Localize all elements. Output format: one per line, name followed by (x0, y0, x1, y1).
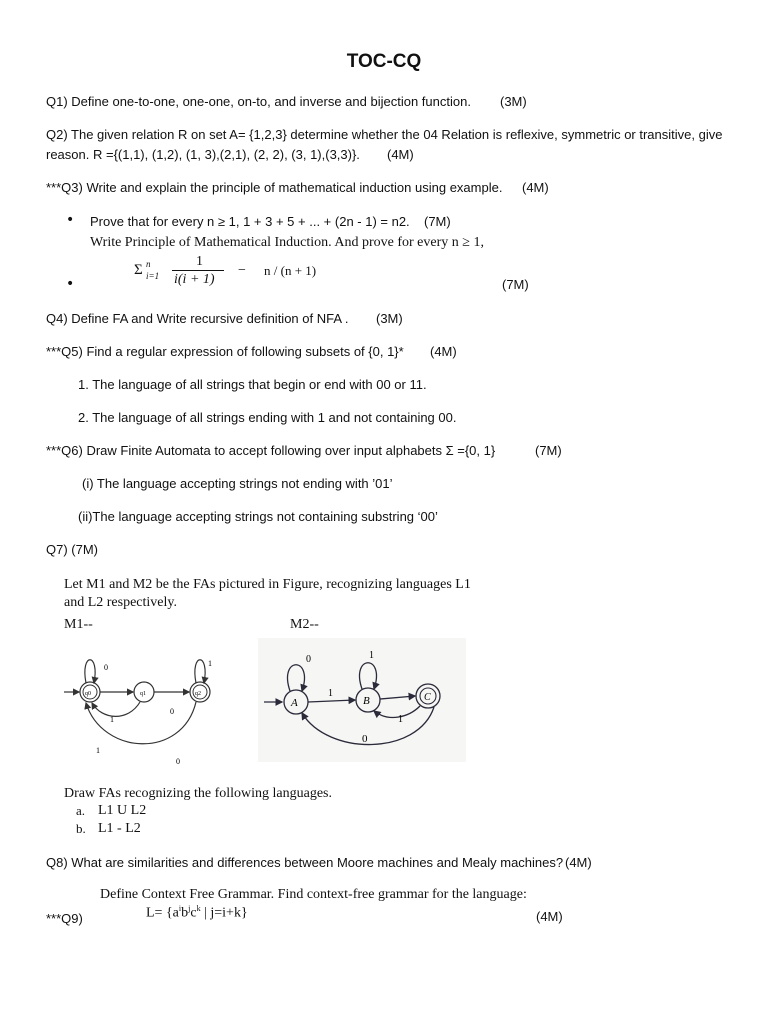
state-a-label: A (291, 697, 298, 709)
question-1-marks: (3M) (500, 94, 527, 109)
question-3: ***Q3) Write and explain the principle of mathematical induction using example. (46, 180, 503, 195)
label-q2-q0-lower: 0 (176, 757, 180, 766)
question-5: ***Q5) Find a regular expression of following subsets of {0, 1}* (46, 344, 404, 359)
formula-rhs: n / (n + 1) (264, 263, 317, 278)
minus-sign: − (238, 263, 246, 278)
state-q1-label: q1 (140, 691, 146, 697)
loop-b (360, 663, 377, 689)
question-9-label: ***Q9) (46, 911, 83, 926)
question-5-item-2: 2. The language of all strings ending with 1 and not containing 00. (78, 410, 457, 425)
edge-q1-q0 (92, 702, 140, 716)
question-7-item-b-letter: b. (76, 821, 86, 836)
label-loop-b: 1 (369, 650, 374, 661)
bullet-icon: • (66, 212, 75, 228)
sum-sub: i=1 (146, 271, 160, 281)
question-1: Q1) Define one-to-one, one-one, on-to, and inverse and bijection function. (46, 94, 471, 109)
loop-q0 (85, 660, 95, 683)
question-7: Q7) (7M) (46, 542, 98, 557)
m2-label: M2-- (290, 617, 319, 632)
question-5-marks: (4M) (430, 344, 457, 359)
state-b-label: B (363, 695, 370, 707)
symbol-c: c (190, 905, 197, 921)
sum-sup: n (146, 259, 151, 269)
question-7-draw-line: Draw FAs recognizing the following languages. (64, 786, 333, 801)
question-8-marks: (4M) (565, 855, 592, 870)
loop-q2 (195, 660, 205, 683)
question-3-bullet-2-marks: (7M) (502, 277, 529, 292)
label-c-b: 1 (398, 714, 403, 725)
question-2-line-2: reason. R ={(1,1), (1,2), (1, 3),(2,1), (2, 2), (3, 1),(3,3)}. (46, 147, 360, 162)
question-9-line-1: Define Context Free Grammar. Find context-free grammar for the language: (100, 887, 527, 902)
question-8: Q8) What are similarities and differences between Moore machines and Mealy machines? (46, 855, 564, 870)
page-title: TOC-CQ (346, 51, 422, 72)
question-3-bullet-2-line: Write Principle of Mathematical Induction. And prove for every n ≥ 1, (90, 235, 484, 250)
label-q2-q0: 1 (96, 746, 100, 755)
question-6-marks: (7M) (535, 443, 562, 458)
question-3-marks: (4M) (522, 180, 549, 195)
fraction-denominator: i(i + 1) (174, 272, 215, 287)
symbol-b: b (181, 905, 189, 921)
label-loop-q0: 0 (104, 663, 108, 672)
question-2-line-1: Q2) The given relation R on set A= {1,2,3} determine whether the 04 Relation is reflexive, symmetric or transitive, give (46, 127, 723, 142)
question-7-line-1: Let M1 and M2 be the FAs pictured in Figure, recognizing languages L1 (64, 577, 471, 592)
fraction-numerator: 1 (196, 254, 203, 269)
edge-c-b (374, 706, 420, 717)
label-q1-q2: 0 (170, 707, 174, 716)
fraction-bar (172, 270, 224, 271)
question-3-bullet-1: Prove that for every n ≥ 1, 1 + 3 + 5 + ... + (2n - 1) = n2. (90, 214, 410, 229)
question-3-bullet-1-marks: (7M) (424, 214, 451, 229)
question-5-item-1: 1. The language of all strings that begin or end with 00 or 11. (78, 377, 427, 392)
question-9-marks: (4M) (536, 909, 563, 924)
question-7-item-a-letter: a. (76, 803, 86, 818)
label-loop-q2: 1 (208, 659, 212, 668)
question-6: ***Q6) Draw Finite Automata to accept following over input alphabets Σ ={0, 1} (46, 443, 496, 458)
question-7-item-b: L1 - L2 (98, 821, 141, 836)
edge-b-c (380, 696, 415, 699)
question-7-item-a: L1 U L2 (98, 803, 147, 818)
label-a-b: 1 (328, 688, 333, 699)
m1-label: M1-- (64, 617, 93, 632)
state-q2-label: q2 (195, 691, 201, 697)
label-c-a: 0 (362, 733, 368, 745)
edge-q2-q0 (86, 702, 196, 744)
language-prefix: L= {a (146, 905, 179, 921)
question-6-item-2: (ii)The language accepting strings not containing substring ‘00’ (78, 509, 438, 524)
label-q1-q0: 1 (110, 715, 114, 724)
loop-a (288, 665, 305, 691)
exponent-k: k (196, 904, 201, 913)
question-6-item-1: (i) The language accepting strings not ending with ’01’ (82, 476, 393, 491)
question-4: Q4) Define FA and Write recursive definition of NFA . (46, 311, 349, 326)
label-loop-a: 0 (306, 654, 311, 665)
question-7-line-2: and L2 respectively. (64, 595, 177, 610)
m1-automaton-diagram (62, 640, 247, 770)
m2-automaton-diagram (258, 638, 466, 762)
language-condition: | j=i+k} (200, 905, 248, 921)
question-4-marks: (3M) (376, 311, 403, 326)
state-c-label: C (424, 692, 431, 703)
question-2-marks: (4M) (387, 147, 414, 162)
question-9-language (146, 904, 248, 922)
bullet-icon: • (66, 276, 75, 292)
state-q0-label: q0 (85, 691, 91, 697)
exponent-i: i (178, 904, 182, 913)
exponent-j: j (188, 904, 191, 913)
edge-a-b (308, 700, 355, 702)
sum-symbol: Σ (134, 262, 143, 278)
